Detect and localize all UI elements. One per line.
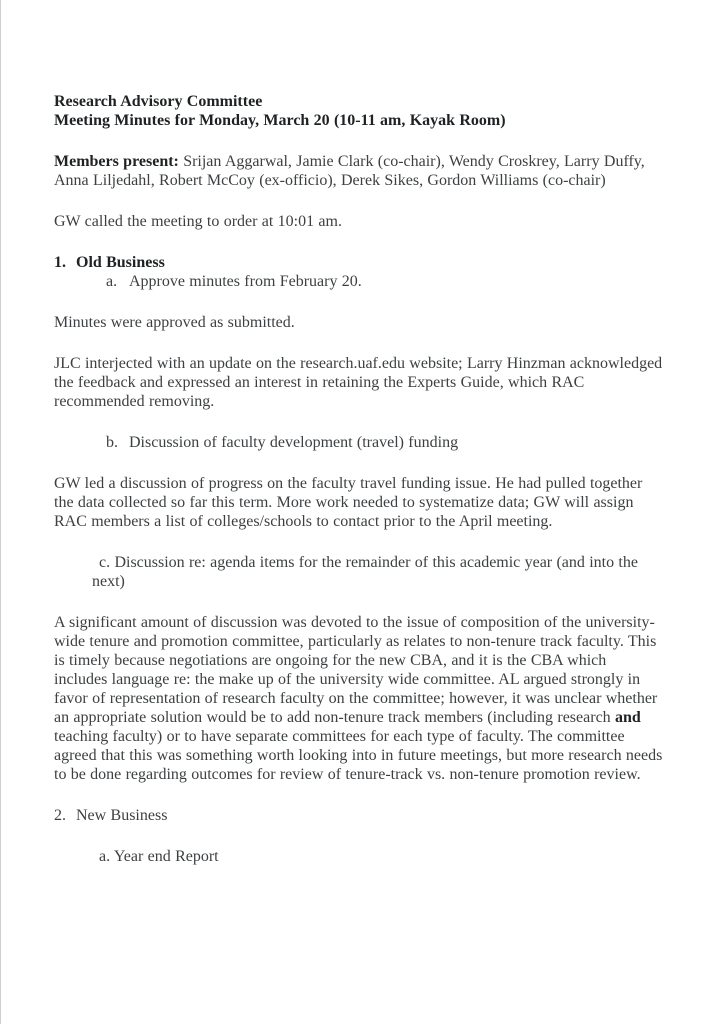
- item-approve-minutes-text: Approve minutes from February 20.: [129, 273, 362, 290]
- call-to-order-paragraph: GW called the meeting to order at 10:01 am.: [54, 213, 342, 230]
- item-travel-funding: [106, 433, 663, 452]
- website-update-paragraph: JLC interjected with an update on the research.uaf.edu website; Larry Hinzman acknowledged the feedback and expressed an interest in retaining the Experts Guide, which RAC recommended removing.: [54, 355, 663, 410]
- travel-discussion-paragraph: GW led a discussion of progress on the faculty travel funding issue. He had pulled together the data collected so far this term. More work needed to systematize data; GW will assign RAC members a list of colleges/schools to contact prior to the April meeting.: [54, 475, 643, 530]
- section-new-business-number: 2.: [54, 807, 66, 824]
- item-approve-minutes-marker: a.: [106, 273, 118, 290]
- section-new-business-title: New Business: [76, 807, 168, 824]
- section-new-business: [54, 806, 663, 825]
- tenure-discussion-part2: teaching faculty) or to have separate committees for each type of faculty. The committee agreed that this was something worth looking into in future meetings, but more research needs to be done regarding outcomes for review of tenure-track vs. non-tenure promotion review.: [54, 728, 663, 783]
- item-agenda-items-marker: c.: [99, 554, 111, 571]
- minutes-approved-paragraph: Minutes were approved as submitted.: [54, 314, 295, 331]
- section-old-business: [54, 253, 663, 272]
- members-present-label: Members present:: [54, 153, 179, 170]
- members-present-paragraph: [54, 152, 663, 190]
- item-agenda-items-text: Discussion re: agenda items for the remainder of this academic year (and into the next): [92, 554, 638, 590]
- tenure-discussion-part1: A significant amount of discussion was devoted to the issue of composition of the university-wide tenure and promotion committee, particularly as relates to non-tenure track faculty. This is timely because negotiations are ongoing for the new CBA, and it is the CBA which includes language re: the make up of the university wide committee. AL argued strongly in favor of representation of research faculty on the committee; however, it was unclear whether an appropriate solution would be to add non-tenure track members (including research: [54, 614, 658, 726]
- item-approve-minutes: [106, 272, 663, 291]
- section-old-business-number: 1.: [54, 254, 66, 271]
- members-present-names: Srijan Aggarwal, Jamie Clark (co-chair), Wendy Croskrey, Larry Duffy, Anna Liljedahl, Robert McCoy (ex-officio), Derek Sikes, Gordon Williams (co-chair): [54, 153, 645, 189]
- document-title: [54, 92, 663, 130]
- item-travel-funding-text: Discussion of faculty development (travel) funding: [129, 434, 459, 451]
- tenure-discussion-bold-and: and: [615, 709, 641, 726]
- item-travel-funding-marker: b.: [106, 434, 118, 451]
- title-line-1: Research Advisory Committee: [54, 93, 263, 110]
- title-line-2: Meeting Minutes for Monday, March 20 (10-11 am, Kayak Room): [54, 112, 506, 129]
- tenure-discussion-paragraph: [54, 613, 663, 784]
- section-old-business-title: Old Business: [76, 254, 165, 271]
- item-agenda-items: [92, 553, 663, 591]
- item-year-end-report-text: Year end Report: [113, 848, 219, 865]
- item-year-end-report-marker: a.: [99, 848, 111, 865]
- item-year-end-report: [92, 847, 663, 866]
